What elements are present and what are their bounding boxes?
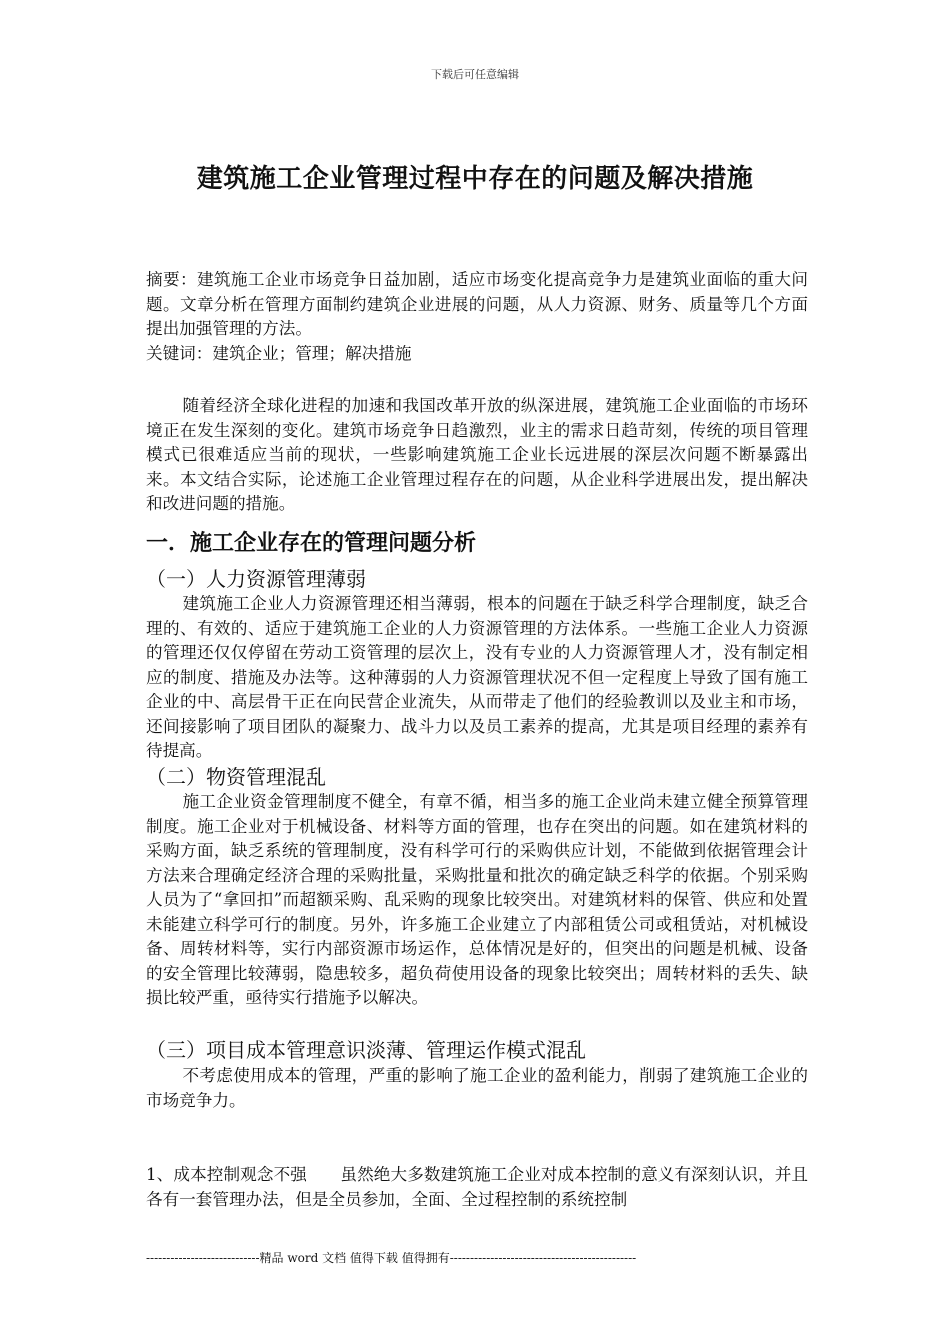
subsection-3-block [146, 1064, 808, 1113]
subsection-3-paragraph: 不考虑使用成本的管理，严重的影响了施工企业的盈利能力，削弱了建筑施工企业的市场竞争力。 [146, 1066, 808, 1110]
page-footer: ----------------------------精品 word 文档 值得下载 值得拥有---------------------------------------------- [146, 1251, 637, 1265]
abstract-text: 摘要：建筑施工企业市场竞争日益加剧，适应市场变化提高竞争力是建筑业面临的重大问题。文章分析在管理方面制约建筑企业进展的问题，从人力资源、财务、质量等几个方面提出加强管理的方法。 [146, 270, 808, 338]
item-1-block [146, 1163, 808, 1212]
subsection-3-heading: （三）项目成本管理意识淡薄、管理运作模式混乱 [146, 1038, 586, 1062]
intro-paragraph: 随着经济全球化进程的加速和我国改革开放的纵深进展，建筑施工企业面临的市场环境正在发生深刻的变化。建筑市场竞争日趋激烈，业主的需求日趋苛刻，传统的项目管理模式已很难适应当前的现状，一些影响建筑施工企业长远进展的深层次问题不断暴露出来。本文结合实际，论述施工企业管理过程存在的问题，从企业科学进展出发，提出解决和改进问题的措施。 [146, 396, 808, 513]
item-1-paragraph: 1、成本控制观念不强 虽然绝大多数建筑施工企业对成本控制的意义有深刻认识，并且各有一套管理办法，但是全员参加，全面、全过程控制的系统控制 [146, 1165, 808, 1209]
subsection-1-paragraph: 建筑施工企业人力资源管理还相当薄弱，根本的问题在于缺乏科学合理制度，缺乏合理的、有效的、适应于建筑施工企业的人力资源管理的方法体系。一些施工企业人力资源的管理还仅仅停留在劳动工资管理的层次上，没有专业的人力资源管理人才，没有制定相应的制度、措施及办法等。这种薄弱的人力资源管理状况不但一定程度上导致了国有施工企业的中、高层骨干正在向民营企业流失，从而带走了他们的经验教训以及业主和市场，还间接影响了项目团队的凝聚力、战斗力以及员工素养的提高，尤其是项目经理的素养有待提高。 [146, 594, 808, 760]
page-header: 下载后可任意编辑 [431, 68, 519, 81]
document-title: 建筑施工企业管理过程中存在的问题及解决措施 [196, 164, 754, 194]
intro-block [146, 394, 808, 517]
subsection-2-paragraph: 施工企业资金管理制度不健全，有章不循，相当多的施工企业尚未建立健全预算管理制度。施工企业对于机械设备、材料等方面的管理，也存在突出的问题。如在建筑材料的采购方面，缺乏系统的管理制度，没有科学可行的采购供应计划，不能做到依据管理会计方法来合理确定经济合理的采购批量，采购批量和批次的确定缺乏科学的依据。个别采购人员为了“拿回扣”而超额采购、乱采购的现象比较突出。对建筑材料的保管、供应和处置未能建立科学可行的制度。另外，许多施工企业建立了内部租赁公司或租赁站，对机械设备、周转材料等，实行内部资源市场运作，总体情况是好的，但突出的问题是机械、设备的安全管理比较薄弱，隐患较多，超负荷使用设备的现象比较突出；周转材料的丢失、缺损比较严重，亟待实行措施予以解决。 [146, 792, 808, 1007]
subsection-1-heading: （一）人力资源管理薄弱 [146, 567, 366, 591]
subsection-2-heading: （二）物资管理混乱 [146, 765, 326, 789]
keywords-text: 关键词：建筑企业；管理；解决措施 [146, 343, 412, 363]
abstract-block [146, 268, 808, 366]
subsection-2-block [146, 790, 808, 1011]
subsection-1-block [146, 592, 808, 764]
section-1-heading: 一．施工企业存在的管理问题分析 [146, 530, 477, 556]
